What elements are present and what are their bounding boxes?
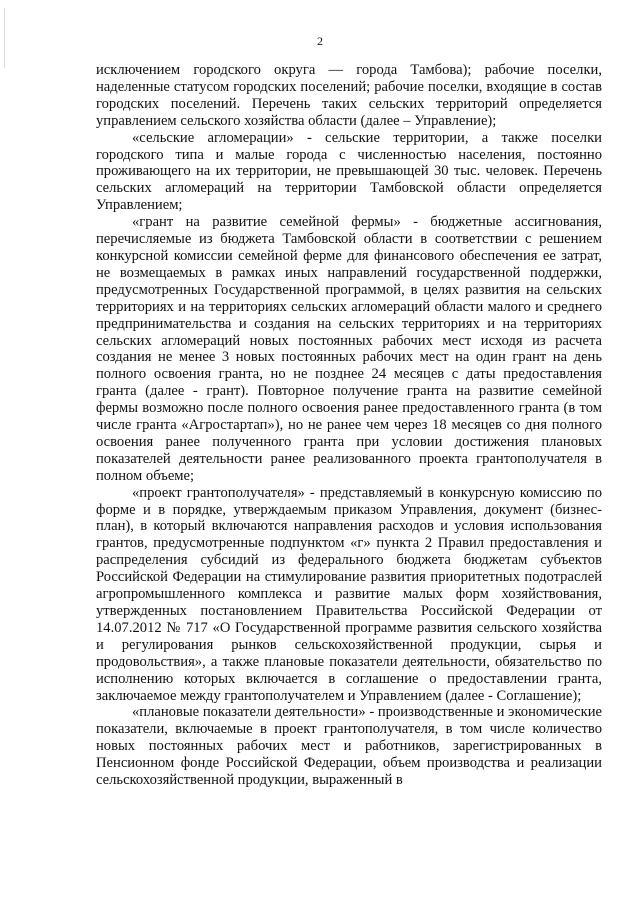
page-number: 2	[317, 34, 323, 48]
paragraph-family-farm-grant: «грант на развитие семейной фермы» - бюджетные ассигнования, перечисляемые из бюджета Тамбовской области в соответствии с решением конкурсной комиссии семейной ферме для финансового обеспечения ее затрат, не возмещаемых в рамках иных направлений государственной поддержки, предусмотренных Государственной программой, в целях развития на сельских территориях и на территориях сельских агломераций области малого и среднего предпринимательства и создания на сельских территориях и на территориях сельских агломераций новых постоянных рабочих мест исходя из расчета создания не менее 3 новых постоянных рабочих мест на один грант на день полного освоения гранта, но не позднее 24 месяцев с даты предоставления гранта (далее - грант). Повторное получение гранта на развитие семейной фермы возможно после полного освоения ранее предоставленного гранта (в том числе гранта «Агростартап»), но не ранее чем через 18 месяцев со дня полного освоения ранее полученного гранта при условии достижения плановых показателей деятельности ранее реализованного проекта грантополучателя в полном объеме;	[96, 214, 602, 484]
document-body	[96, 62, 602, 789]
paragraph-planned-indicators: «плановые показатели деятельности» - производственные и экономические показатели, включаемые в проект грантополучателя, в том числе количество новых постоянных рабочих мест и работников, зарегистрированных в Пенсионном фонде Российской Федерации, объем производства и реализации сельскохозяйственной продукции, выраженный в	[96, 704, 602, 789]
paragraph-rural-agglomerations: «сельские агломерации» - сельские территории, а также поселки городского типа и малые города с численностью населения, постоянно проживающего на их территории, не превышающей 30 тыс. человек. Перечень сельских агломераций на территории Тамбовской области определяется Управлением;	[96, 129, 602, 214]
paragraph-grantee-project: «проект грантополучателя» - представляемый в конкурсную комиссию по форме и в порядке, утверждаемым приказом Управления, документ (бизнес-план), в который включаются направления расходов и условия использования грантов, предусмотренные подпунктом «г» пункта 2 Правил предоставления и распределения субсидий из федерального бюджета бюджетам субъектов Российской Федерации на стимулирование развития приоритетных подотраслей агропромышленного комплекса и развитие малых форм хозяйствования, утвержденных постановлением Правительства Российской Федерации от 14.07.2012 № 717 «О Государственной программе развития сельского хозяйства и регулирования рынков сельскохозяйственной продукции, сырья и продовольствия», а также плановые показатели деятельности, обязательство по исполнению которых включается в соглашение о предоставлении гранта, заключаемое между грантополучателем и Управлением (далее - Соглашение);	[96, 484, 602, 704]
paragraph-continuation: исключением городского округа — города Тамбова); рабочие поселки, наделенные статусом городских поселений; рабочие поселки, входящие в состав городских поселений. Перечень таких сельских территорий определяется управлением сельского хозяйства области (далее – Управление);	[96, 62, 602, 129]
